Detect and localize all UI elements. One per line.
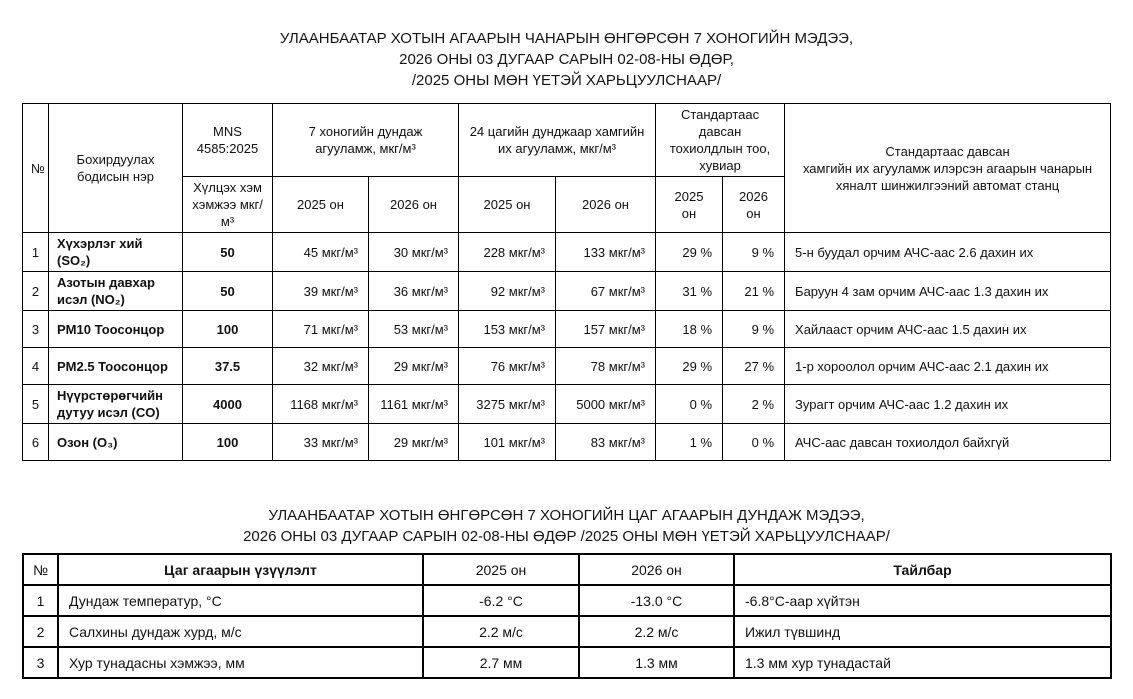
week-avg-2026: 30 мкг/м³ [369,233,459,272]
station-note: АЧС-аас давсан тохиолдол байхгүй [785,424,1111,461]
table-row [23,348,1111,385]
weather-indicator: Салхины дундаж хурд, м/с [58,616,423,647]
week-avg-2026: 29 мкг/м³ [369,424,459,461]
daily-max-2026: 67 мкг/м³ [556,272,656,311]
air-quality-table [22,103,1111,461]
daily-max-2026: 5000 мкг/м³ [556,385,656,424]
col-header-number: № [23,554,58,585]
value-2026: 2.2 м/с [579,616,734,647]
col-header-pollutant: Бохирдуулах бодисын нэр [49,104,183,233]
weather-table [22,553,1112,679]
row-number: 2 [23,272,49,311]
pollutant-name: Озон (O₃) [49,424,183,461]
station-header-line: хяналт шинжилгээний автомат станц [835,177,1060,193]
week-avg-2025: 39 мкг/м³ [273,272,369,311]
value-2025: 2.2 м/с [423,616,579,647]
daily-max-2025: 3275 мкг/м³ [459,385,556,424]
week-avg-2026: 36 мкг/м³ [369,272,459,311]
pollutant-name: Нүүрстөрөгчийн дутуу исэл (CO) [49,385,183,424]
week-avg-2025: 71 мкг/м³ [273,311,369,348]
row-number: 6 [23,424,49,461]
value-2025: -6.2 °С [423,585,579,616]
station-note: 1-р хороолол орчим АЧС-аас 2.1 дахин их [785,348,1111,385]
exceed-2026: 2 % [723,385,785,424]
comparison-note: Ижил түвшинд [734,616,1111,647]
row-number: 4 [23,348,49,385]
exceed-2026: 0 % [723,424,785,461]
exceed-2025: 18 % [656,311,723,348]
air-quality-report-title [0,0,1133,91]
pollutant-name: Хүхэрлэг хий (SO₂) [49,233,183,272]
exceed-2025: 29 % [656,348,723,385]
table-row [23,311,1111,348]
col-header-indicator: Цаг агаарын үзүүлэлт [58,554,423,585]
exceed-2025: 0 % [656,385,723,424]
exceed-2026: 27 % [723,348,785,385]
station-header-line: Стандартаас давсан [885,143,1010,159]
mns-limit: 37.5 [183,348,273,385]
value-2025: 2.7 мм [423,647,579,678]
weather-report-title [0,505,1133,547]
mns-limit: 4000 [183,385,273,424]
exceed-2025: 1 % [656,424,723,461]
exceed-2026: 21 % [723,272,785,311]
pollutant-name: PM2.5 Тоосонцор [49,348,183,385]
row-number: 3 [23,647,58,678]
col-header-year-2025: 2025 он [459,177,556,233]
table-row [23,385,1111,424]
daily-max-2026: 157 мкг/м³ [556,311,656,348]
year-label: 2026 он [739,188,768,221]
pollutant-name: Азотын давхар исэл (NO₂) [49,272,183,311]
col-header-limit: Хүлцэх хэм хэмжээ мкг/м³ [183,177,273,233]
row-number: 5 [23,385,49,424]
col-header-number: № [23,104,49,233]
station-header-line: хамгийн их агууламж илэрсэн агаарын чанарын [802,160,1093,176]
daily-max-2026: 83 мкг/м³ [556,424,656,461]
title-line: /2025 ОНЫ МӨН ҮЕТЭЙ ХАРЬЦУУЛСНААР/ [411,72,722,89]
row-number: 3 [23,311,49,348]
table-row [23,647,1111,678]
pollutant-name: PM10 Тоосонцор [49,311,183,348]
weather-indicator: Дундаж температур, °С [58,585,423,616]
col-group-week-average: 7 хоногийн дундаж агууламж, мкг/м³ [273,104,459,177]
row-number: 1 [23,233,49,272]
value-2026: 1.3 мм [579,647,734,678]
col-header-year-2026: 2026 он [369,177,459,233]
daily-max-2025: 76 мкг/м³ [459,348,556,385]
mns-limit: 100 [183,311,273,348]
col-header-year-2026: 2026 он [579,554,734,585]
week-avg-2026: 53 мкг/м³ [369,311,459,348]
mns-limit: 100 [183,424,273,461]
daily-max-2026: 78 мкг/м³ [556,348,656,385]
exceed-2026: 9 % [723,311,785,348]
row-number: 1 [23,585,58,616]
week-avg-2025: 32 мкг/м³ [273,348,369,385]
week-avg-2025: 45 мкг/м³ [273,233,369,272]
table-row [23,616,1111,647]
station-note: Баруун 4 зам орчим АЧС-аас 1.3 дахин их [785,272,1111,311]
col-header-mns-standard: MNS 4585:2025 [183,104,273,177]
title-line: УЛААНБААТАР ХОТЫН АГААРЫН ЧАНАРЫН ӨНГӨРСӨН 7 ХОНОГИЙН МЭДЭЭ, [279,30,854,47]
col-group-exceed-percent: Стандартаас давсан тохиолдлын тоо, хувиар [656,104,785,177]
station-note: Зурагт орчим АЧС-аас 1.2 дахин их [785,385,1111,424]
table-row [23,233,1111,272]
mns-limit: 50 [183,233,273,272]
col-header-year-2026 [723,177,785,233]
comparison-note: 1.3 мм хур тунадастай [734,647,1111,678]
week-avg-2026: 29 мкг/м³ [369,348,459,385]
col-header-note: Тайлбар [734,554,1111,585]
col-header-year-2025 [656,177,723,233]
value-2026: -13.0 °С [579,585,734,616]
station-note: 5-н буудал орчим АЧС-аас 2.6 дахин их [785,233,1111,272]
weather-indicator: Хур тунадасны хэмжээ, мм [58,647,423,678]
year-label: 2025 он [674,188,704,221]
table-row [23,424,1111,461]
col-header-year-2025: 2025 он [423,554,579,585]
daily-max-2025: 228 мкг/м³ [459,233,556,272]
col-header-station [785,104,1111,233]
comparison-note: -6.8°С-аар хүйтэн [734,585,1111,616]
title-line: 2026 ОНЫ 03 ДУГААР САРЫН 02-08-НЫ ӨДӨР /2025 ОНЫ МӨН ҮЕТЭЙ ХАРЬЦУУЛСНААР/ [243,528,890,545]
col-header-year-2025: 2025 он [273,177,369,233]
table-row [23,272,1111,311]
exceed-2026: 9 % [723,233,785,272]
daily-max-2025: 101 мкг/м³ [459,424,556,461]
daily-max-2025: 153 мкг/м³ [459,311,556,348]
col-group-daily-max: 24 цагийн дунджаар хамгийн их агууламж, мкг/м³ [459,104,656,177]
exceed-2025: 29 % [656,233,723,272]
table-row [23,585,1111,616]
row-number: 2 [23,616,58,647]
exceed-2025: 31 % [656,272,723,311]
mns-limit: 50 [183,272,273,311]
week-avg-2025: 1168 мкг/м³ [273,385,369,424]
week-avg-2025: 33 мкг/м³ [273,424,369,461]
col-header-year-2026: 2026 он [556,177,656,233]
title-line: 2026 ОНЫ 03 ДУГААР САРЫН 02-08-НЫ ӨДӨР, [399,51,734,68]
week-avg-2026: 1161 мкг/м³ [369,385,459,424]
title-line: УЛААНБААТАР ХОТЫН ӨНГӨРСӨН 7 ХОНОГИЙН ЦАГ АГААРЫН ДУНДАЖ МЭДЭЭ, [268,507,865,524]
daily-max-2025: 92 мкг/м³ [459,272,556,311]
station-note: Хайлааст орчим АЧС-аас 1.5 дахин их [785,311,1111,348]
daily-max-2026: 133 мкг/м³ [556,233,656,272]
